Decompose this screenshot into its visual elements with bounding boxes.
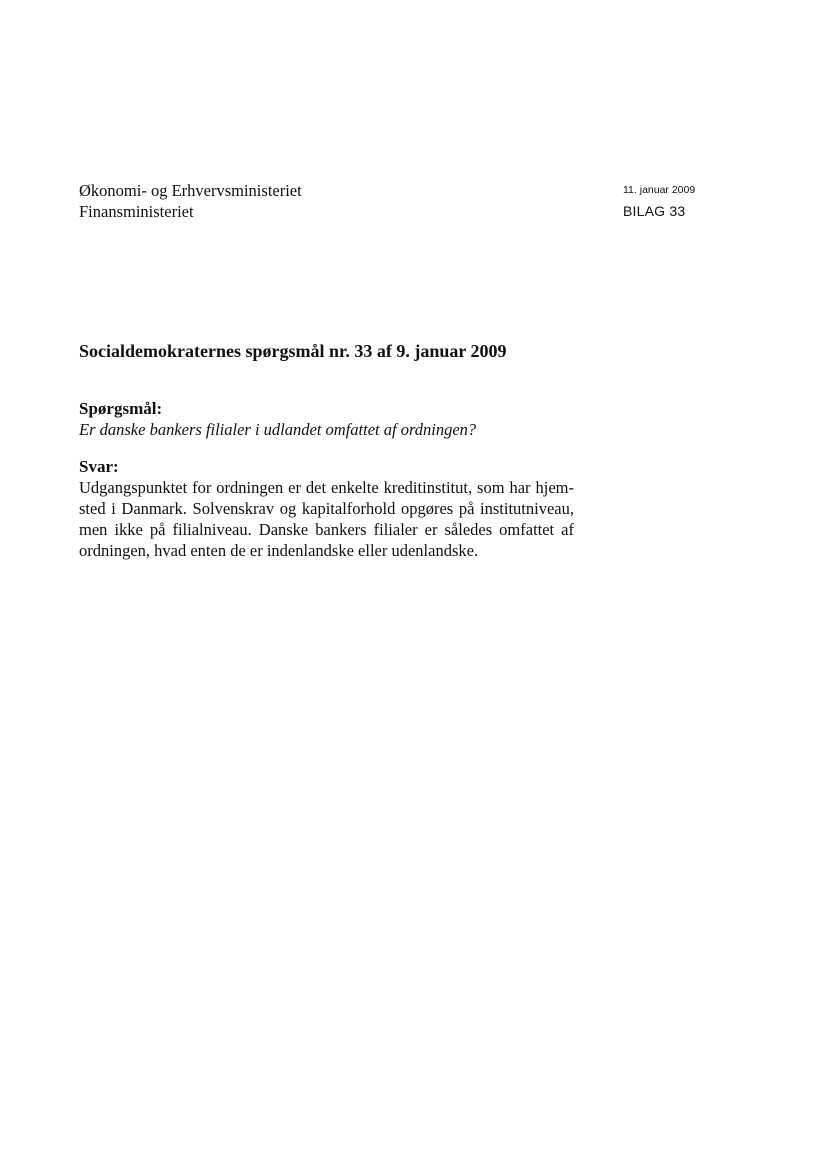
- sender-block: [79, 180, 302, 222]
- answer-heading: Svar:: [79, 457, 119, 476]
- sender-ministry-2: Finansministeriet: [79, 202, 194, 221]
- sender-ministry-1: Økonomi- og Erhvervsministeriet: [79, 181, 302, 200]
- answer-section: [79, 456, 574, 561]
- question-section: [79, 398, 574, 440]
- question-heading: Spørgsmål:: [79, 399, 163, 418]
- document-meta: [623, 183, 695, 220]
- document-title: Socialdemokraternes spørgsmål nr. 33 af 9. januar 2009: [79, 341, 507, 361]
- attachment-label: BILAG 33: [623, 203, 686, 219]
- answer-text: Udgangspunktet for ordningen er det enkelte kreditinstitut, som har hjemsted i Danmark. Solvenskrav og kapitalforhold opgøres på institutniveau, men ikke på filialniveau. Danske bankers filialer er således omfattet af ordningen, hvad enten de er indenlandske eller udenlandske.: [79, 478, 574, 560]
- document-date: 11. januar 2009: [623, 184, 696, 196]
- question-text: Er danske bankers filialer i udlandet omfattet af ordningen?: [79, 420, 477, 439]
